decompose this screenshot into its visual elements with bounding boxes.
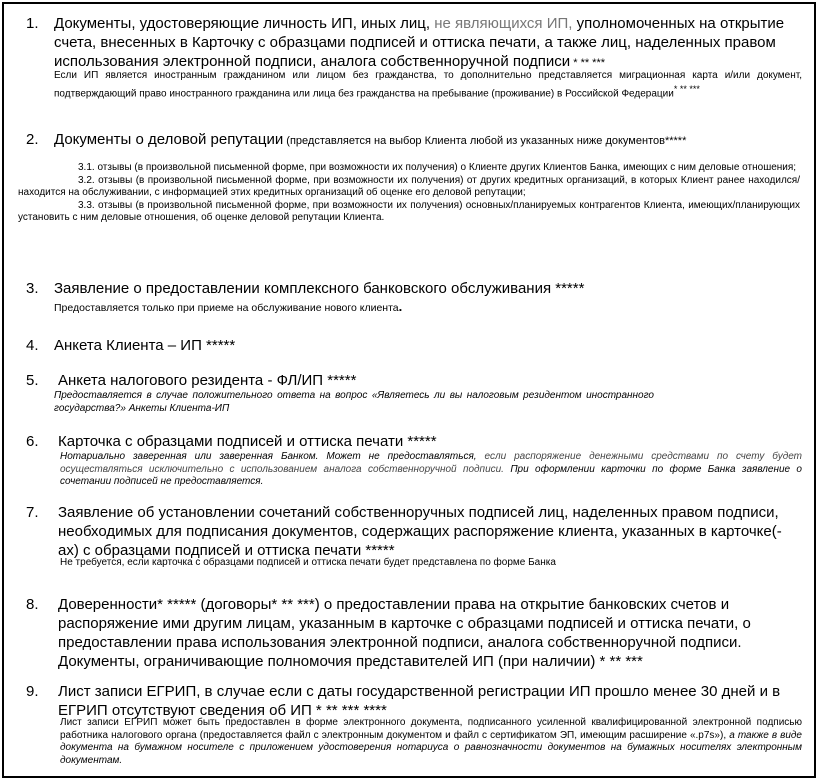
item-2-heading-small: (представляется на выбор Клиента любой из указанных ниже документов***** [283,135,687,147]
item-2-sub-2 [18,175,800,200]
item-2-sub-3-text: 3.3. отзывы (в произвольной письменной форме, при возможности их получения) основных/планируемых контрагентов Клиента, имеющих/планирующих установить с ним деловые отношения, об оценке деловой репутации Клиента. [18,199,800,223]
item-6-note-c: При оформлении карточки по форме Банка заявление о сочетании подписей не предоставляется. [60,463,802,487]
item-2-sub-1-text: 3.1. отзывы (в произвольной письменной форме, при возможности их получения) о Клиенте других Клиентов Банка, имеющих с ним деловые отношения; [78,162,797,173]
item-8-number: 8. [26,596,39,613]
item-3-note-text: Предоставляется только при приеме на обслуживание нового клиента [54,302,399,314]
item-9-heading: Лист записи ЕГРИП, в случае если с даты государственной регистрации ИП прошло менее 30 дней и в ЕГРИП отсутствуют сведения об ИП * ** *** **** [58,683,781,719]
item-2-number: 2. [26,131,39,148]
item-9-note-b: а также в виде документа на бумажном носителе с приложением удостоверения нотариуса о равнозначности документов на бумажных носителях электронным документам. [60,729,802,766]
item-1-heading [54,14,802,73]
item-3-note [54,301,802,315]
item-5-heading: Анкета налогового резидента - ФЛ/ИП ***** [58,372,357,389]
item-2-heading-main: Документы о деловой репутации [54,131,284,148]
item-3-number: 3. [26,280,39,297]
item-9-number: 9. [26,683,39,700]
item-4-number: 4. [26,337,39,354]
item-6-note-a: Нотариально заверенная или заверенная Банком. Может не предоставляться, [60,451,485,462]
item-2-subitems [18,162,800,225]
item-7-note: Не требуется, если карточка с образцами подписей и оттиска печати будет представлена по форме Банка [60,557,556,568]
item-9-note [60,717,802,767]
item-6-note [60,451,802,489]
item-5-note: Предоставляется в случае положительного ответа на вопрос «Являетесь ли вы налоговым резидентом иностранного государства?» Анкеты Клиента-ИП [54,390,654,414]
item-4-heading: Анкета Клиента – ИП ***** [54,337,236,354]
item-5-number: 5. [26,372,39,389]
item-1-heading-gray: не являющихся ИП, [434,15,573,32]
item-3-note-end: . [398,299,403,314]
item-6-note-b: если распоряжение денежными средствами по счету будет осуществляться исключительно с использованием аналога собственноручной подписи. [60,451,802,475]
item-7-heading: Заявление об установлении сочетаний собственноручных подписей лиц, наделенных правом подписи, необходимых для подписания документов, содержащих распоряжение клиента, указанных в карточке(-ах) с образцами подписей и оттиска печати ***** [58,504,782,559]
item-2-sub-1 [18,162,800,175]
document-page [2,2,816,778]
item-1-number: 1. [26,15,39,32]
item-1-note-stars: * ** *** [673,83,700,94]
item-2-sub-3 [18,200,800,225]
item-6-number: 6. [26,433,39,450]
item-1-note-text: Если ИП является иностранным гражданином или лицом без гражданства, то дополнительно представляется миграционная карта и/или документ, подтверждающий право иностранного гражданина или лица без гражданства на пребывание (проживание) в Российской Федерации [54,70,802,99]
item-2-sub-2-text: 3.2. отзывы (в произвольной письменной форме, при возможности их получения) от других кредитных организаций, в которых Клиент ранее находился/находится на обслуживании, с информацией этих кредитных организаций об оценке его деловой репутации; [18,174,800,198]
item-3-heading: Заявление о предоставлении комплексного банковского обслуживания ***** [54,280,585,297]
item-8-heading: Доверенности* ***** (договоры* ** ***) о предоставлении права на открытие банковских счетов и распоряжение ими другим лицам, указанным в карточке с образцами подписей и оттиска печати, о предоставлении права использования электронной подписи, аналога собственноручной подписи. Документы, ограничивающие полномочия представителей ИП (при наличии) * ** *** [58,596,751,670]
item-1-heading-stars: * ** *** [570,57,606,69]
item-7-number: 7. [26,504,39,521]
item-2-heading [54,130,802,151]
item-1-heading-a: Документы, удостоверяющие личность ИП, иных лиц, [54,15,435,32]
item-1-heading-b: уполномоченных на открытие счета, внесенных в Карточку с образцами подписей и оттиска печати, а также лиц, наделенных правом использования электронной подписи, аналога собственноручной подписи [54,15,785,70]
item-9-note-a: Лист записи ЕГРИП может быть предоставлен в форме электронного документа, подписанного усиленной квалифицированной электронной подписью работника налогового органа (предоставляется файл с электронным документом и файл с сертификатом ЭП, имеющим расширение «.p7s»), [60,717,802,741]
item-1-note [54,70,802,100]
item-6-heading: Карточка с образцами подписей и оттиска печати ***** [58,433,437,450]
